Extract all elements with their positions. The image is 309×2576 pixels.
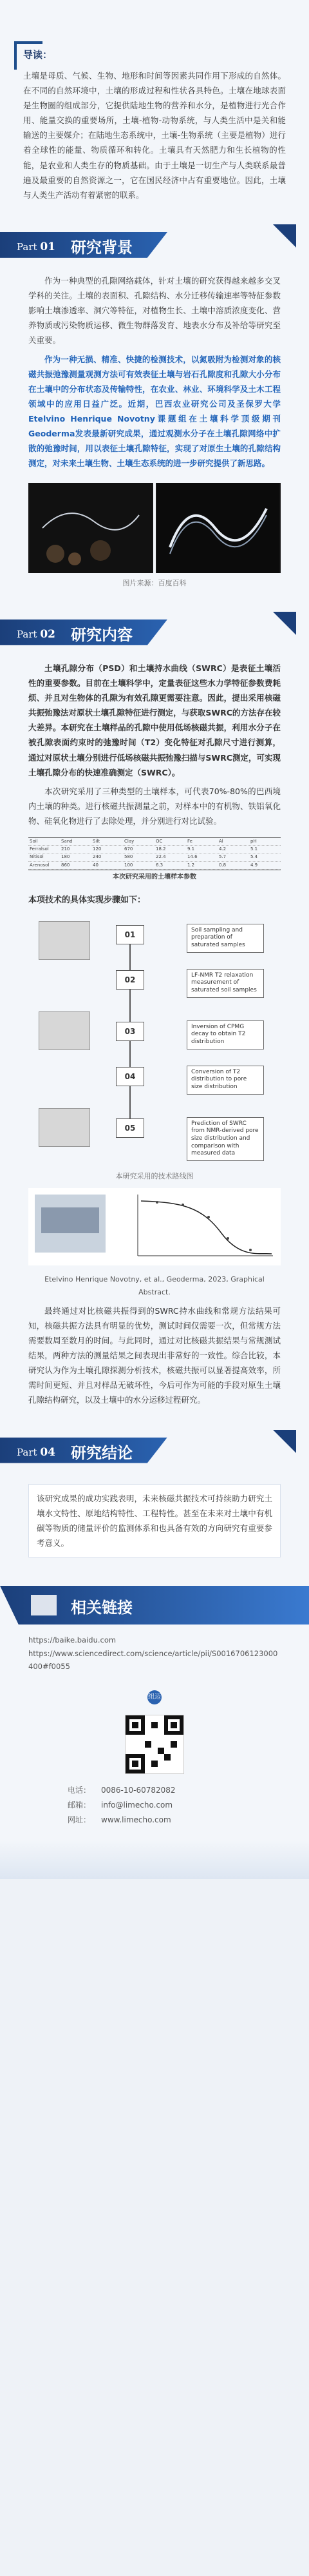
step-number: 04	[116, 1067, 144, 1086]
figure-reference: Etelvino Henrique Novotny, et al., Geoderma, 2023, Graphical Abstract.	[44, 1274, 265, 1297]
section-header-background	[0, 224, 309, 269]
step-box: Soil sampling and preparation of saturated samples	[187, 924, 264, 953]
steps-title: 本项技术的具体实现步骤如下：	[28, 895, 146, 905]
web-row: 网址： www.limecho.com	[68, 1815, 171, 1824]
soil-photo	[28, 483, 153, 573]
flow-arrow	[129, 1041, 131, 1067]
content-paragraph-3: 最终通过对比核磁共振得到的SWRC持水曲线和常规方法结果可知，核磁共振方法具有明显的优势，测试时间仅需要一次，但常规方法需要数周至数月的时间。与此同时，通过对比核磁共振结果与常规测试结果，两种方法的测量结果之间表现出非常好的一致性。综合比较，本研究认为作为土壤孔隙探测分析技术，核磁共振可以显著提高效率，所需时间更短、并且对样品无破坏性，今后可作为可能的手段对原生土壤孔隙结构研究，以及土壤中的水分运移过程研究。	[28, 1305, 281, 1405]
step-number: 01	[116, 925, 144, 944]
content-paragraph-1: 土壤孔隙分布（PSD）和土壤持水曲线（SWRC）是表征土壤活性的重要参数。目前在土壤科学中，定量表征这些水力学特征参数费耗烦、并且对生物体的孔隙为有效孔隙更需要注意。因此，提出采用核磁共振弛豫法对原状土壤孔隙特征进行测定，与获取SWRC的方法存在较大差异。本研究在土壤样品的孔隙中使用低场核磁共振，利用水分子在被孔隙表面约束时的弛豫时间（T2）变化特征对孔隙尺寸进行测算，通过对原状土壤分别进行低场核磁共振弛豫扫描与SWRC测定，可实现土壤孔隙分布的快速准确测定（SWRC）。	[28, 663, 281, 777]
distribution-image	[39, 1108, 90, 1147]
conclusion-box	[28, 1484, 281, 1558]
sample-table-body	[28, 837, 281, 870]
links-title: 相关链接	[71, 1599, 133, 1617]
section-corner-decoration	[273, 1430, 296, 1453]
section-corner-decoration	[273, 224, 296, 248]
conclusion-text: 该研究成果的成功实践表明，未来核磁共振技术可持续助力研究土壤水文特性、原地结构特性、工程特性。甚至在未来对土壤中有机碳等物质的储量评价的监测体系和也具备有效的方向研究有重要参考意义。	[37, 1493, 272, 1548]
section-header-background	[0, 1430, 309, 1475]
spiral-water-photo	[156, 483, 281, 573]
link-item[interactable]: https://www.sciencedirect.com/science/article/pii/S0016706123000400#f0055	[28, 1648, 278, 1672]
intro-body: 土壤是母质、气候、生物、地形和时间等因素共同作用下形成的自然体。在不同的自然环境中，土壤的形成过程和性状各具特色。土壤在地球表面是生物圈的组成部分，它提供陆地生物的营养和水分，是植物进行光合作用、能量交换的重要场所，土壤-植物-动物系统，与人类生活中是关和能输送的主要媒介；在陆地生态系统中，土壤-生物系统（主要是植物）进行着全球性的能量、物质循环和转化。土壤具有天然肥力和生长植物的性能，是农业和人类生存的物质基础。由于土壤是一切生产与人类联系最普遍及最重要的自然资源之一，它在国民经济中占有重要地位。因此，土壤与人类生产活动有着紧密的联系。	[23, 70, 286, 200]
footer	[0, 1690, 309, 1878]
content-paragraph-2: 本次研究采用了三种类型的土壤样本，可代表70%-80%的巴西境内土壤的种类。进行核磁共振测量之前，对样本中的有机物、铁铝氧化物、硅氧化物进行了去除处理，并分别进行对比试验。	[28, 786, 281, 826]
company-logo: 纽迈	[147, 1690, 162, 1704]
flow-arrow	[129, 990, 131, 1022]
table-caption: 本次研究采用的土壤样本参数	[113, 873, 196, 881]
sampling-image	[39, 921, 90, 960]
section-part-label: Part 04	[17, 1445, 56, 1459]
section-part-label: Part 01	[17, 240, 56, 253]
section-title: 研究内容	[71, 625, 133, 644]
soil-particles-image	[28, 483, 153, 573]
background-paragraph-1: 作为一种典型的孔隙网络载体，针对土壤的研究获得越来越多交叉学科的关注。土壤的表面积、孔隙结构、水分迁移传输速率等特征参数影响土壤渗透率、洞穴等特征，对植物生长、土壤中溶质浓度变化、营养物质或污染物质运移、微生物群落发育、地表水分布及补给等研究至关重要。	[28, 275, 281, 346]
phone-value: 0086-10-60782082	[101, 1786, 176, 1795]
section-title: 研究结论	[71, 1443, 133, 1462]
email-value[interactable]: info@limecho.com	[101, 1800, 173, 1810]
section-part-label: Part 02	[17, 627, 56, 641]
links-list	[28, 1634, 281, 1673]
email-row: 邮箱： info@limecho.com	[68, 1800, 173, 1810]
figure-caption: 本研究采用的技术路线图	[115, 1171, 194, 1180]
background-paragraph-2: 作为一种无损、精准、快捷的检测技术，以氮吸附为检测对象的核磁共振弛豫测量观测方法可有效表征土壤与岩石孔隙度和孔隙大小分布在土壤中的分布状态及传输特性，在农业、林业、环境科学及土木工程领域中的应用日益广泛。近期，巴西农业研究公司及圣保罗大学Etelvino Henrique Novotny课题组在土壤科学顶级期刊Geoderma发表最新研究成果，通过观测水分子在土壤孔隙网络中扩散的弛豫时间，用以表征土壤孔隙特征，实现了对原生土壤的孔隙结构测定，对未来土壤生物、土壤生态系统的进一步研究提供了新思路。	[28, 354, 281, 469]
sample-table	[28, 837, 281, 881]
qr-code-image	[126, 1715, 183, 1773]
step-box: Prediction of SWRC from NMR-derived pore size distribution and comparison with measured data	[187, 1117, 264, 1161]
section-header-background	[0, 612, 309, 657]
flow-arrow	[129, 1086, 131, 1118]
section-title: 研究背景	[71, 238, 133, 257]
bottom-decoration	[0, 1840, 309, 1879]
section-corner-decoration	[273, 612, 296, 635]
table-header-row: Soil Sand Silt Clay OC Fe Al pH	[28, 838, 281, 846]
link-item[interactable]: https://baike.baidu.com	[28, 1635, 117, 1645]
table-row: Ferralsol 210 120 670 18.2 9.1 4.2 5.1	[28, 846, 281, 854]
nmr-instrument-image	[39, 1011, 90, 1050]
step-box: LF-NMR T2 relaxation measurement of saturated soil samples	[187, 969, 264, 998]
step-box: Conversion of T2 distribution to pore size distribution	[187, 1066, 264, 1095]
links-header	[0, 1586, 309, 1625]
swrc-figure	[28, 1188, 281, 1265]
qr-code	[125, 1715, 184, 1774]
intro-title: 导读：	[23, 49, 53, 61]
contact-info	[68, 1783, 241, 1827]
links-header-square	[31, 1595, 57, 1615]
phone-row: 电话： 0086-10-60782082	[68, 1786, 176, 1795]
workflow-diagram	[39, 915, 270, 1166]
step-number: 03	[116, 1022, 144, 1041]
step-box: Inversion of CPMG decay to obtain T2 distribution	[187, 1020, 264, 1049]
intro-block	[23, 46, 286, 202]
flow-arrow	[129, 944, 131, 970]
table-row: Nitisol 180 240 580 22.4 14.6 5.7 5.4	[28, 854, 281, 861]
step-number: 02	[116, 970, 144, 990]
web-value[interactable]: www.limecho.com	[101, 1815, 171, 1824]
swrc-curve-image	[28, 1188, 281, 1265]
photo-row	[28, 483, 281, 573]
step-number: 05	[116, 1118, 144, 1138]
table-row: Arenosol 860 40 100 6.3 1.2 0.8 4.9	[28, 862, 281, 870]
photo-caption: 图片来源：百度百科	[122, 578, 187, 587]
water-spiral-image	[156, 483, 281, 573]
